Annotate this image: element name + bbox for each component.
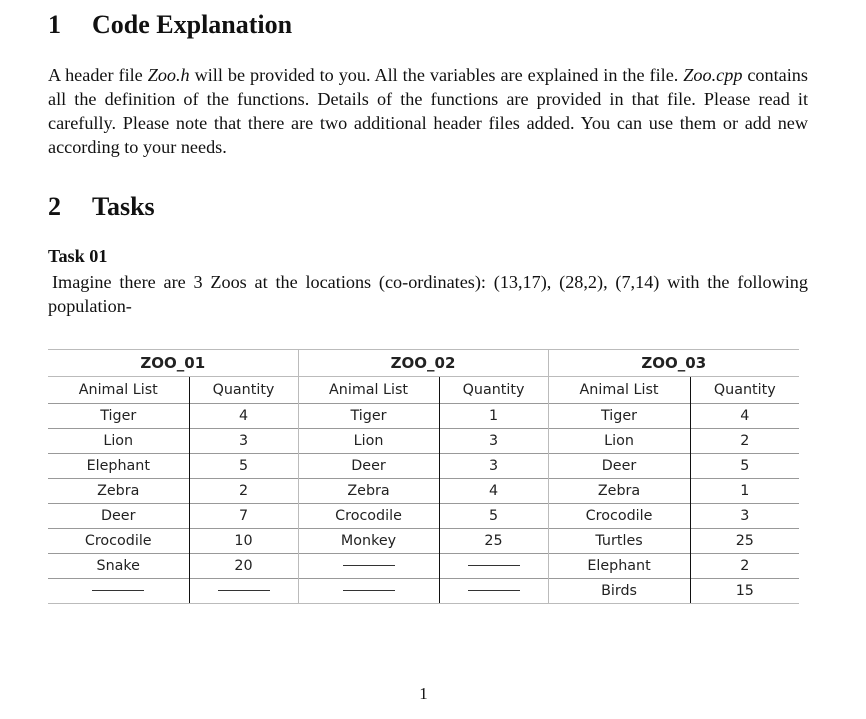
quantity-cell: 2 [690,429,799,454]
task-description-line: population- [48,296,132,316]
paragraph-text: will be provided to you. All the variables are explained in the file. [189,65,684,85]
paragraph-text: A header file [48,65,148,85]
section-title: Code Explanation [92,10,293,39]
quantity-cell: 10 [189,529,298,554]
table-row [48,454,799,479]
animal-cell: Tiger [48,404,189,429]
quantity-cell [439,579,548,604]
animal-cell: Deer [48,504,189,529]
quantity-cell: 3 [690,504,799,529]
animal-cell: Snake [48,554,189,579]
zoo-name-header: ZOO_03 [548,350,799,377]
table-row [48,554,799,579]
table-row [48,529,799,554]
table-row [48,429,799,454]
task-description-line: Imagine there are 3 Zoos at the locations (co-ordinates): (13,17), (28,2), (7,14) with the following [52,272,808,292]
section-heading-tasks [48,192,155,222]
quantity-cell: 4 [189,404,298,429]
source-filename: Zoo.cpp [683,65,743,85]
animal-cell: Turtles [548,529,690,554]
section-heading-code-explanation [48,10,292,40]
quantity-cell: 25 [690,529,799,554]
animal-cell: Deer [548,454,690,479]
quantity-cell [439,554,548,579]
page-number: 1 [419,684,428,703]
animal-cell [48,579,189,604]
quantity-cell: 4 [690,404,799,429]
animal-cell: Crocodile [48,529,189,554]
empty-dash [343,565,395,567]
animal-cell: Zebra [48,479,189,504]
task-description [48,270,808,318]
animal-cell: Deer [298,454,439,479]
zoo-name-header: ZOO_02 [298,350,548,377]
section-number: 2 [48,192,61,221]
empty-dash [343,590,395,592]
column-header-row [48,377,799,404]
quantity-cell [189,579,298,604]
paragraph-text: contains all the definition of the functions. Details of the functions are provided in that file. Please read it carefully. Please note that there are two additional header files added. You can use them or add new according to your needs. [48,65,808,157]
column-header-animal: Animal List [48,377,189,404]
animal-cell: Birds [548,579,690,604]
animal-cell: Lion [548,429,690,454]
animal-cell: Elephant [48,454,189,479]
quantity-cell: 4 [439,479,548,504]
animal-cell: Tiger [298,404,439,429]
animal-cell: Lion [48,429,189,454]
quantity-cell: 7 [189,504,298,529]
quantity-cell: 15 [690,579,799,604]
quantity-cell: 25 [439,529,548,554]
column-header-quantity: Quantity [439,377,548,404]
table-row [48,404,799,429]
quantity-cell: 5 [189,454,298,479]
quantity-cell: 3 [189,429,298,454]
task-title: Task 01 [48,246,108,266]
animal-cell: Elephant [548,554,690,579]
column-header-animal: Animal List [548,377,690,404]
animal-cell: Crocodile [298,504,439,529]
column-header-quantity: Quantity [189,377,298,404]
empty-dash [92,590,144,592]
animal-cell [298,554,439,579]
column-header-quantity: Quantity [690,377,799,404]
quantity-cell: 20 [189,554,298,579]
section-number: 1 [48,10,61,39]
zoo-name-header: ZOO_01 [48,350,298,377]
table-row [48,579,799,604]
animal-cell: Zebra [298,479,439,504]
quantity-cell: 2 [690,554,799,579]
quantity-cell: 2 [189,479,298,504]
section-title: Tasks [92,192,155,221]
empty-dash [468,590,520,592]
table-row [48,479,799,504]
quantity-cell: 5 [439,504,548,529]
zoo-header-row [48,350,799,377]
empty-dash [218,590,270,592]
animal-cell: Lion [298,429,439,454]
column-header-animal: Animal List [298,377,439,404]
quantity-cell: 3 [439,429,548,454]
empty-dash [468,565,520,567]
animal-cell: Monkey [298,529,439,554]
animal-cell: Zebra [548,479,690,504]
zoo-population-table [48,349,799,604]
animal-cell [298,579,439,604]
quantity-cell: 5 [690,454,799,479]
animal-cell: Tiger [548,404,690,429]
animal-cell: Crocodile [548,504,690,529]
code-explanation-paragraph [48,63,808,159]
quantity-cell: 1 [690,479,799,504]
quantity-cell: 1 [439,404,548,429]
table-row [48,504,799,529]
header-filename: Zoo.h [147,65,190,85]
quantity-cell: 3 [439,454,548,479]
